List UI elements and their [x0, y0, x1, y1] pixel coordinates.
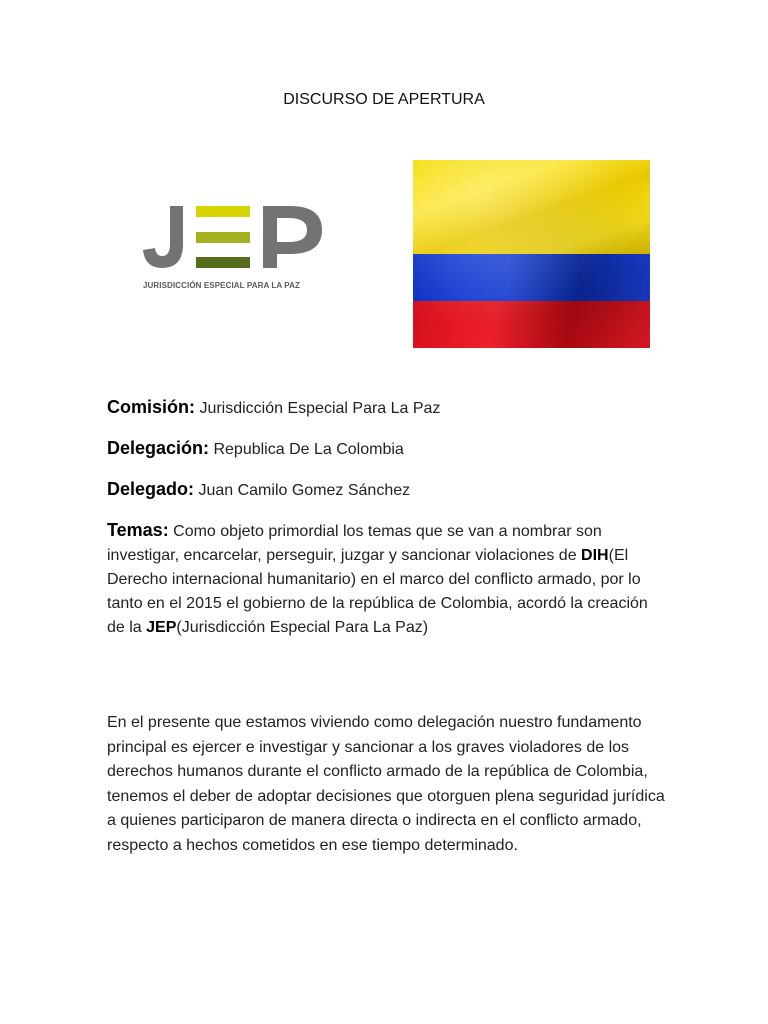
field-value: Republica De La Colombia	[209, 441, 404, 458]
temas-text: (El Derecho internacional humanitario) en el marco del conflicto armado, por lo tanto en el 2015 el gobierno de la república de Colombia, acordó la creación de la	[107, 547, 648, 636]
field-label: Delegado:	[107, 479, 195, 499]
flag-fabric-shading	[413, 160, 650, 348]
temas-bold-jep: JEP	[146, 619, 177, 636]
field-value: Jurisdicción Especial Para La Paz	[195, 400, 441, 417]
colombia-flag	[413, 160, 650, 348]
field-label: Comisión:	[107, 397, 195, 417]
field-value: Juan Camilo Gomez Sánchez	[194, 482, 411, 499]
temas-text: Como objeto primordial los temas que se van a nombrar son investigar, encarcelar, perseguir, juzgar y sancionar violaciones de	[107, 523, 602, 564]
field-delegado	[107, 479, 410, 500]
document-title: DISCURSO DE APERTURA	[283, 91, 485, 108]
field-comision	[107, 397, 440, 418]
temas-bold-dih: DIH	[581, 547, 609, 564]
temas-section	[107, 518, 667, 640]
jep-logo-subtitle: JURISDICCIÓN ESPECIAL PARA LA PAZ	[143, 281, 300, 290]
temas-text: (Jurisdicción Especial Para La Paz)	[176, 619, 429, 636]
jep-logo	[140, 200, 330, 300]
jep-logo-mark	[140, 200, 330, 280]
temas-label: Temas:	[107, 520, 169, 540]
field-label: Delegación:	[107, 438, 210, 458]
field-delegacion	[107, 438, 404, 459]
body-paragraph: En el presente que estamos viviendo como delegación nuestro fundamento principal es ejercer e investigar y sancionar a los graves violadores de los derechos humanos durante el conflicto armado de la república de Colombia, tenemos el deber de adoptar decisiones que otorguen plena seguridad jurídica a quienes participaron de manera directa o indirecta en el conflicto armado, respecto a hechos cometidos en ese tiempo determinado.	[107, 714, 665, 854]
